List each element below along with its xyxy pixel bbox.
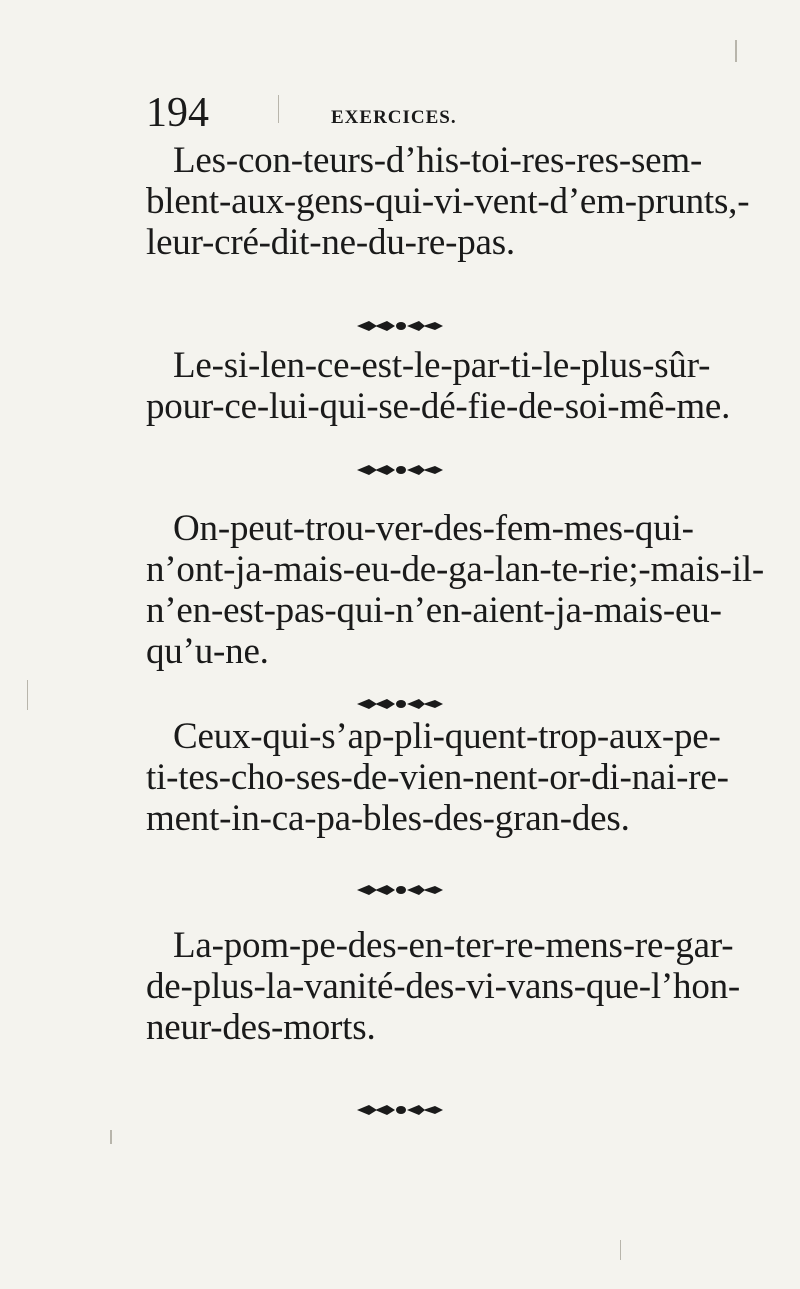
maxim-paragraph (146, 925, 741, 1048)
text-line: ti-tes-cho-ses-de-vien-nent-or-di-nai-re- (146, 757, 729, 798)
maxim-paragraph (146, 345, 736, 427)
text-line: Le-si-len-ce-est-le-par-ti-le-plus-sûr- (173, 345, 711, 386)
text-line: neur-des-morts. (146, 1007, 376, 1048)
text-line: qu’u-ne. (146, 631, 269, 672)
maxim-paragraph (146, 508, 765, 672)
text-line: La-pom-pe-des-en-ter-re-mens-re-gar- (173, 925, 734, 966)
fleuron-ornament-icon (355, 462, 445, 478)
maxim-paragraph (146, 140, 750, 263)
section-title: EXERCICES. (331, 107, 457, 128)
text-line: blent-aux-gens-qui-vi-vent-d’em-prunts,- (146, 181, 750, 222)
fleuron-ornament-icon (355, 318, 445, 334)
fleuron-ornament-icon (355, 1102, 445, 1118)
text-line: n’ont-ja-mais-eu-de-ga-lan-te-rie;-mais-il- (146, 549, 765, 590)
text-line: n’en-est-pas-qui-n’en-aient-ja-mais-eu- (146, 590, 722, 631)
text-line: pour-ce-lui-qui-se-dé-fie-de-soi-mê-me. (146, 386, 731, 427)
maxim-paragraph (146, 716, 736, 839)
text-line: de-plus-la-vanité-des-vi-vans-que-l’hon- (146, 966, 741, 1007)
fleuron-ornament-icon (355, 882, 445, 898)
text-line: On-peut-trou-ver-des-fem-mes-qui- (173, 508, 694, 549)
page-number: 194 (146, 90, 209, 136)
text-line: ment-in-ca-pa-bles-des-gran-des. (146, 798, 630, 839)
text-line: Les-con-teurs-d’his-toi-res-res-sem- (173, 140, 703, 181)
text-line: leur-cré-dit-ne-du-re-pas. (146, 222, 515, 263)
fleuron-ornament-icon (355, 696, 445, 712)
text-line: Ceux-qui-s’ap-pli-quent-trop-aux-pe- (173, 716, 721, 757)
